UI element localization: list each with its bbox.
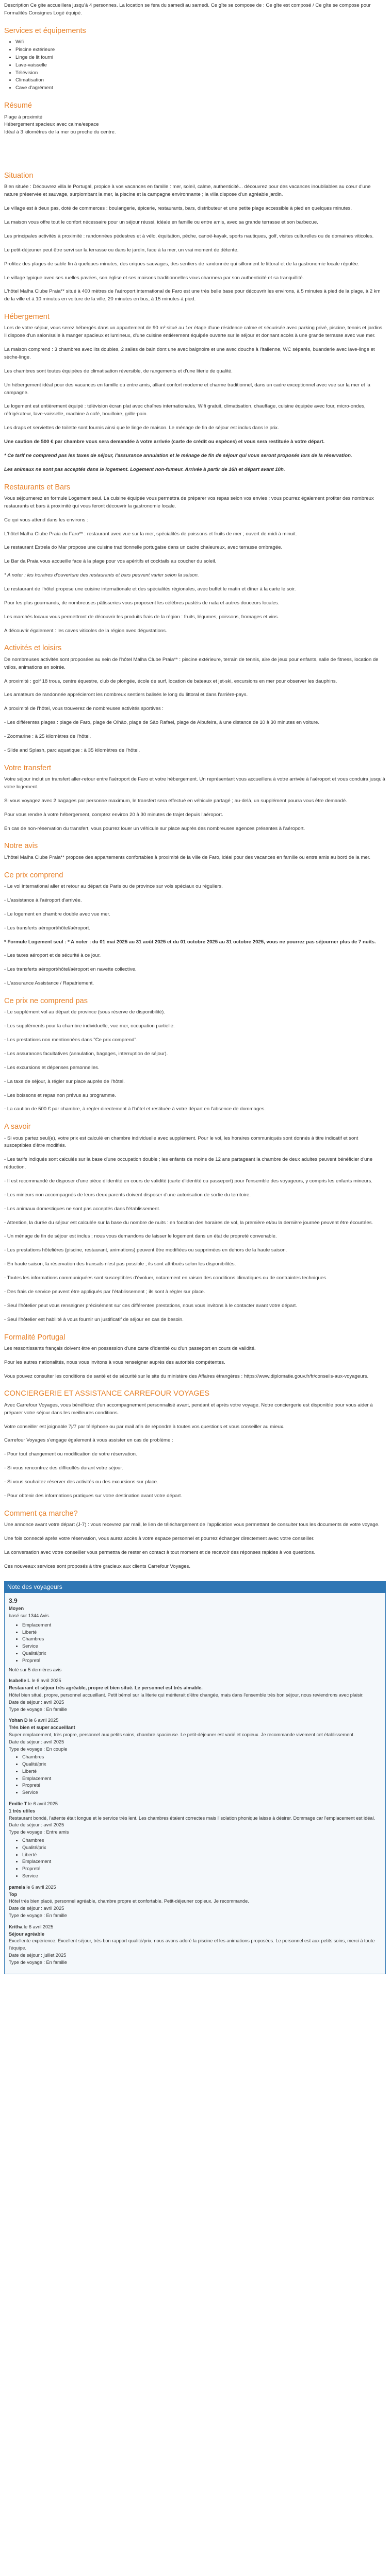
review-item bbox=[9, 1677, 381, 1713]
list-item: • Lave-vaisselle bbox=[15, 62, 386, 70]
section-title-comment: Comment ça marche? bbox=[4, 1509, 78, 1518]
paragraph: - Seul l'hôtelier est habilité à vous fournir un justificatif de séjour en cas de besoin. bbox=[4, 1316, 184, 1323]
paragraph: Le restaurant Estrela do Mar propose une cuisine traditionnelle portugaise dans un cadre chaleureux, avec terrasse ombragée. bbox=[4, 545, 283, 551]
list-item: • Qualité/prix bbox=[22, 1844, 381, 1852]
rating-based-on: Noté sur 5 dernières avis bbox=[9, 1667, 62, 1672]
paragraph: - Si vous souhaitez réserver des activités ou des excursions sur place. bbox=[4, 1479, 158, 1485]
review-when: le 6 avril 2025 bbox=[26, 1884, 56, 1890]
paragraph: - Si vous partez seul(e), votre prix est calculé en chambre individuelle avec supplément. Pour le vol, les horaires communiqués sont donnés à titre indicatif et sont susceptibles d'être modifiés. bbox=[4, 1135, 359, 1149]
list-item: • Chambres bbox=[22, 1754, 381, 1761]
paragraph: Une annonce avant votre départ (J-7) : vous recevrez par mail, le lien de téléchargement de l'application vous permettant de consulter tous les documents de votre voyage. bbox=[4, 1522, 380, 1528]
review-when: le 6 avril 2025 bbox=[28, 1801, 58, 1807]
paragraph: - Les animaux domestiques ne sont pas acceptés dans l'établissement. bbox=[4, 1206, 160, 1212]
review-item bbox=[9, 1924, 381, 1967]
resume-line: Plage à proximité bbox=[4, 114, 43, 120]
paragraph: - Les assurances facultatives (annulation, bagages, interruption de séjour). bbox=[4, 1050, 168, 1057]
paragraph: Le petit-déjeuner peut être servi sur la terrasse ou dans le jardin, face à la mer, un vrai moment de détente. bbox=[4, 247, 239, 253]
list-item: • Liberté bbox=[22, 1852, 381, 1859]
paragraph: - Seul l'hôtelier peut vous renseigner précisément sur ces différentes prestations, nous vous invitons à le contacter avant votre départ. bbox=[4, 1302, 297, 1309]
paragraph: Bien située : Découvrez villa le Portugal, propice à vos vacances en famille : mer, soleil, calme, authenticité... découvrez pour des vacances inoubliables au cœur d'une nature préservée et sauvage, surplombant la mer, la piscine et la campagne environnante ; la villa dispose d'un agréable jardin. bbox=[4, 184, 371, 198]
paragraph: A proximité : golf 18 trous, centre équestre, club de plongée, école de surf, location de bateaux et jet-ski, excursions en mer pour observer les dauphins. bbox=[4, 678, 337, 684]
section-title-nonprix: Ce prix ne comprend pas bbox=[4, 996, 88, 1005]
review-author: Isabelle L bbox=[9, 1678, 30, 1684]
criteria-list bbox=[9, 1837, 381, 1880]
review-date: Date de séjour : avril 2025 bbox=[9, 1739, 64, 1744]
paragraph: - L'assistance à l'aéroport d'arrivée. bbox=[4, 897, 82, 903]
review-date: Date de séjour : avril 2025 bbox=[9, 1699, 64, 1705]
review-type: Type de voyage : En famille bbox=[9, 1959, 67, 1965]
paragraph: - En haute saison, la réservation des transats n'est pas possible ; ils sont attribués selon les disponibilités. bbox=[4, 1261, 236, 1267]
review-item bbox=[9, 1717, 381, 1797]
review-type: Type de voyage : En couple bbox=[9, 1746, 68, 1752]
paragraph: Le restaurant de l'hôtel propose une cuisine internationale et des spécialités régionales, avec buffet le matin et dîner à la carte le soir. bbox=[4, 586, 296, 592]
rating-score: 3.9 bbox=[9, 1597, 18, 1605]
paragraph: - Le logement en chambre double avec vue mer. bbox=[4, 911, 110, 917]
list-item: • Climatisation bbox=[15, 77, 386, 84]
list-item: • Service bbox=[22, 1873, 381, 1880]
list-item: • Propreté bbox=[22, 1782, 381, 1789]
paragraph: Avec Carrefour Voyages, vous bénéficiez d'un accompagnement personnalisé avant, pendant et après votre voyage. Notre conciergerie est disponible pour vous aider à préparer votre séjour dans les meilleures conditions. bbox=[4, 1402, 373, 1416]
paragraph: - Les excursions et dépenses personnelles. bbox=[4, 1064, 100, 1071]
list-item: • Propreté bbox=[22, 1657, 381, 1665]
review-type: Type de voyage : En famille bbox=[9, 1706, 67, 1712]
review-when: le 6 avril 2025 bbox=[24, 1924, 54, 1929]
list-item: • Linge de lit fourni bbox=[15, 54, 386, 62]
paragraph: En cas de non-réservation du transfert, vous pourrez louer un véhicule sur place auprès des nombreuses agences présentes à l'aéroport. bbox=[4, 825, 305, 832]
review-author: Emilie T bbox=[9, 1801, 27, 1807]
list-item: • Emplacement bbox=[22, 1775, 381, 1783]
paragraph: * A noter : les horaires d'ouverture des restaurants et bars peuvent varier selon la saison. bbox=[4, 572, 199, 579]
paragraph: Votre séjour inclut un transfert aller-retour entre l'aéroport de Faro et votre hébergement. Un représentant vous accueillera à votre arrivée à l'aéroport et vous conduira jusqu'à votre logement. bbox=[4, 776, 385, 790]
list-item: • Qualité/prix bbox=[22, 1761, 381, 1768]
section-title-resume: Résumé bbox=[4, 101, 32, 110]
list-item: • Emplacement bbox=[22, 1622, 381, 1629]
paragraph: A proximité de l'hôtel, vous trouverez de nombreuses activités sportives : bbox=[4, 706, 164, 712]
list-item: • Service bbox=[22, 1643, 381, 1650]
rating-basis: basé sur 1344 Avis. bbox=[9, 1613, 51, 1618]
review-title: Top bbox=[9, 1891, 18, 1897]
review-author: pamela bbox=[9, 1884, 25, 1890]
paragraph: Un hébergement idéal pour des vacances en famille ou entre amis, alliant confort moderne et charme traditionnel, dans un cadre exceptionnel avec vue sur la mer et la campagne. bbox=[4, 382, 370, 396]
paragraph: Lors de votre séjour, vous serez hébergés dans un appartement de 90 m² situé au 1er étage d'une résidence calme et sécurisée avec parking privé, piscine, tennis et jardins. Il dispose d'un salon/salle à manger spacieux et lumineux, d'une cuisine entièrement équipée ouverte sur le séjour et donnant accès à une grande terrasse avec vue mer. bbox=[4, 325, 384, 339]
paragraph: - Les taxes aéroport et de sécurité à ce jour. bbox=[4, 953, 101, 959]
review-author: Yohan D bbox=[9, 1718, 28, 1723]
resume-line: Hébergement spacieux avec calme/espace bbox=[4, 122, 99, 128]
paragraph: - Des frais de service peuvent être appliqués par l'établissement ; ils sont à régler sur place. bbox=[4, 1289, 205, 1295]
list-item: • Wifi bbox=[15, 39, 386, 46]
paragraph: Ce qui vous attend dans les environs : bbox=[4, 517, 88, 523]
resume-text bbox=[4, 114, 386, 137]
paragraph: Les draps et serviettes de toilette sont fournis ainsi que le linge de maison. Le ménage de fin de séjour est inclus dans le prix. bbox=[4, 425, 279, 431]
section-title-activites: Activités et loisirs bbox=[4, 644, 62, 653]
paragraph: Le Bar da Praia vous accueille face à la plage pour vos apéritifs et cocktails au coucher du soleil. bbox=[4, 558, 217, 565]
paragraph: L'hôtel Malha Clube Praia** situé à 400 mètres de l'aéroport international de Faro est une très belle base pour découvrir les environs, à 5 minutes à pied de la plage, à 2 km de la ville et à 10 minutes en voiture de la ville, 20 minutes en bus, à 15 minutes à pied. bbox=[4, 289, 381, 302]
paragraph: Les ressortissants français doivent être en possession d'une carte d'identité ou d'un passeport en cours de validité. bbox=[4, 1345, 256, 1351]
criteria-list bbox=[9, 1754, 381, 1797]
review-author: Kritha bbox=[9, 1924, 23, 1929]
paragraph: Pour les autres nationalités, nous vous invitons à vous renseigner auprès des autorités compétentes. bbox=[4, 1359, 225, 1365]
review-title: 1 très utiles bbox=[9, 1808, 36, 1814]
paragraph: La maison vous offre tout le confort nécessaire pour un séjour réussi, idéale en famille ou entre amis, avec sa grande terrasse et son barbecue. bbox=[4, 219, 318, 226]
paragraph: Pour les plus gourmands, de nombreuses pâtisseries vous proposent les célèbres pastéis de nata et autres douceurs locales. bbox=[4, 600, 280, 606]
criteria-list bbox=[9, 1622, 381, 1665]
paragraph: - Le supplément vol au départ de province (sous réserve de disponibilité). bbox=[4, 1009, 165, 1015]
review-title: Séjour agréable bbox=[9, 1931, 44, 1937]
list-item: • Service bbox=[22, 1789, 381, 1797]
paragraph: - Les différentes plages : plage de Faro, plage de Olhão, plage de São Rafael, plage de Albufeira, à une distance de 10 à 30 minutes en voiture. bbox=[4, 720, 320, 726]
paragraph: Les marchés locaux vous permettront de découvrir les produits frais de la région : fruits, légumes, poissons, fromages et vins. bbox=[4, 614, 279, 620]
section-title-restaurants: Restaurants et Bars bbox=[4, 483, 71, 492]
paragraph: Le village est à deux pas, doté de commerces : boulangerie, épicerie, restaurants, bars, distributeur et une petite plage accessible à pied en quelques minutes. bbox=[4, 206, 352, 212]
review-body: Super emplacement, très propre, personnel aux petits soins, chambre spacieuse. Le petit-déjeuner est varié et copieux. Je recommande vivement cet établissement. bbox=[9, 1732, 355, 1737]
paragraph: - Les transferts aéroport/hôtel/aéroport en navette collective. bbox=[4, 967, 137, 973]
review-item bbox=[9, 1884, 381, 1920]
list-item: • Liberté bbox=[22, 1629, 381, 1636]
paragraph: - Les suppléments pour la chambre individuelle, vue mer, occupation partielle. bbox=[4, 1023, 175, 1029]
list-item: • Liberté bbox=[22, 1768, 381, 1775]
resume-line: Idéal à 3 kilomètres de la mer ou proche du centre. bbox=[4, 129, 116, 135]
rating-label: Moyen bbox=[9, 1606, 24, 1612]
list-item: • Qualité/prix bbox=[22, 1650, 381, 1657]
paragraph: La conversation avec votre conseiller vous permettra de rester en contact à tout moment et de recevoir des réponses rapides à vos questions. bbox=[4, 1549, 316, 1555]
review-item bbox=[9, 1801, 381, 1880]
paragraph: - Il est recommandé de disposer d'une pièce d'identité en cours de validité (carte d'identité ou passeport) pour l'ensemble des voyageurs, y compris les enfants mineurs. bbox=[4, 1178, 372, 1184]
animals-note: Les animaux ne sont pas acceptés dans le logement. Logement non-fumeur. Arrivée à partir de 16h et départ avant 10h. bbox=[4, 466, 285, 472]
review-type: Type de voyage : Entre amis bbox=[9, 1829, 69, 1835]
review-date: Date de séjour : avril 2025 bbox=[9, 1906, 64, 1911]
review-when: le 6 avril 2025 bbox=[31, 1678, 61, 1684]
paragraph: Votre conseiller est joignable 7j/7 par téléphone ou par mail afin de répondre à toutes vos questions et vous conseiller au mieux. bbox=[4, 1423, 285, 1430]
list-item: • Piscine extérieure bbox=[15, 46, 386, 54]
section-title-services: Services et équipements bbox=[4, 26, 86, 35]
tarif-note: * Ce tarif ne comprend pas les taxes de séjour, l'assurance annulation et le ménage de fin de séjour qui vous seront proposés lors de la réservation. bbox=[4, 452, 352, 459]
paragraph: - Les mineurs non accompagnés de leurs deux parents doivent disposer d'une autorisation de sortie du territoire. bbox=[4, 1192, 251, 1198]
paragraph: Vous séjournerez en formule Logement seul. La cuisine équipée vous permettra de préparer vos repas selon vos envies ; vous pourrez également profiter des nombreux restaurants et bars à proximité qui vous feront découvrir la gastronomie locale. bbox=[4, 496, 374, 509]
paragraph: - Pour obtenir des informations pratiques sur votre destination avant votre départ. bbox=[4, 1493, 183, 1499]
paragraph: - Pour tout changement ou modification de votre réservation. bbox=[4, 1451, 137, 1458]
list-item: • Chambres bbox=[22, 1837, 381, 1844]
services-list bbox=[4, 39, 386, 92]
review-title: Très bien et super accueillant bbox=[9, 1725, 75, 1731]
review-title: Restaurant et séjour très agréable, propre et bien situé. Le personnel est très aimable. bbox=[9, 1685, 203, 1691]
paragraph: - Si vous rencontrez des difficultés durant votre séjour. bbox=[4, 1465, 123, 1471]
paragraph: Si vous voyagez avec 2 bagages par personne maximum, le transfert sera effectué en véhicule partagé ; au-delà, un supplément pourra vous être demandé. bbox=[4, 798, 347, 804]
review-date: Date de séjour : juillet 2025 bbox=[9, 1953, 67, 1958]
section-title-situation: Situation bbox=[4, 172, 34, 180]
paragraph: Carrefour Voyages s'engage également à vous assister en cas de problème : bbox=[4, 1437, 173, 1444]
list-item: • Emplacement bbox=[22, 1858, 381, 1866]
paragraph: - La caution de 500 € par chambre, à régler directement à l'hôtel et restituée à votre départ en l'absence de dommages. bbox=[4, 1106, 266, 1112]
section-title-formalites: Formalité Portugal bbox=[4, 1333, 66, 1342]
intro-text: Description Ce gite accueillera jusqu'à 4 personnes. La location se fera du samedi au samedi. Ce gîte se compose de : Ce gîte est composé / Ce gîte se compose pour Formalités Consignes Logé équipé. bbox=[4, 3, 371, 16]
review-body: Restaurant bondé, l'attente était longue et le service très lent. Les chambres étaient correctes mais l'isolation phonique laisse à désirer. Dommage car l'emplacement est idéal. bbox=[9, 1815, 376, 1821]
caution-note: Une caution de 500 € par chambre vous sera demandée à votre arrivée (carte de crédit ou espèces) et vous sera restituée à votre départ. bbox=[4, 439, 325, 445]
paragraph: Vous pouvez consulter les conditions de santé et de sécurité sur le site du ministère des Affaires étrangères : https://www.diplomatie.gouv.fr/fr/conseils-aux-voyageurs. bbox=[4, 1373, 369, 1379]
list-item: • Cave d'agrément bbox=[15, 84, 386, 92]
paragraph: * Formule Logement seul : * A noter : du 01 mai 2025 au 31 août 2025 et du 01 octobre 2025 au 31 octobre 2025, vous ne pourrez pas séjourner plus de 7 nuits. bbox=[4, 939, 376, 945]
review-body: Hôtel bien situé, propre, personnel accueillant. Petit bémol sur la literie qui mériterait d'être changée, mais dans l'ensemble très bon séjour, nous reviendrons avec plaisir. bbox=[9, 1692, 364, 1698]
paragraph: - L'assurance Assistance / Rapatriement. bbox=[4, 980, 94, 987]
section-title-conciergerie: CONCIERGERIE ET ASSISTANCE CARREFOUR VOYAGES bbox=[4, 1389, 210, 1398]
paragraph: - Slide and Splash, parc aquatique : à 35 kilomètres de l'hôtel. bbox=[4, 747, 140, 753]
paragraph: - Les tarifs indiqués sont calculés sur la base d'une occupation double ; les enfants de moins de 12 ans partageant la chambre de deux adultes peuvent bénéficier d'une réduction. bbox=[4, 1157, 373, 1171]
paragraph: - Zoomarine : à 25 kilomètres de l'hôtel. bbox=[4, 734, 91, 740]
paragraph: - Le vol international aller et retour au départ de Paris ou de province sur vols spéciaux ou réguliers. bbox=[4, 884, 223, 890]
section-title-savoir: A savoir bbox=[4, 1123, 31, 1131]
paragraph: Les amateurs de randonnée apprécieront les nombreux sentiers balisés le long du littoral et dans l'arrière-pays. bbox=[4, 692, 248, 698]
review-body: Hôtel très bien placé, personnel agréable, chambre propre et confortable. Petit-déjeuner copieux. Je recommande. bbox=[9, 1899, 249, 1904]
paragraph: - Les boissons et repas non prévus au programme. bbox=[4, 1092, 117, 1098]
paragraph: - Les transferts aéroport/hôtel/aéroport. bbox=[4, 925, 90, 931]
list-item: • Chambres bbox=[22, 1636, 381, 1643]
section-title-note: Notre avis bbox=[4, 842, 38, 851]
paragraph: - Toutes les informations communiquées sont susceptibles d'évoluer, notamment en raison des conditions climatiques ou de contraintes techniques. bbox=[4, 1275, 328, 1281]
paragraph: Le logement est entièrement équipé : télévision écran plat avec chaînes internationales, Wifi gratuit, climatisation, chauffage, cuisine équipée avec four, micro-ondes, réfrigérateur, lave-vaisselle, machine à café, bouilloire, grille-pain. bbox=[4, 403, 366, 417]
paragraph: A découvrir également : les caves viticoles de la région avec dégustations. bbox=[4, 628, 167, 634]
paragraph: Profitez des plages de sable fin à quelques minutes, des criques sauvages, des sentiers de randonnée qui sillonnent le littoral et de la gastronomie locale réputée. bbox=[4, 261, 360, 267]
review-type: Type de voyage : En famille bbox=[9, 1913, 67, 1919]
review-body: Excellente expérience. Excellent séjour, très bon rapport qualité/prix, nous avons adoré la piscine et les animations proposées. Le personnel est aux petits soins, merci à toute l'équipe. bbox=[9, 1938, 375, 1951]
review-date: Date de séjour : avril 2025 bbox=[9, 1822, 64, 1828]
paragraph: - Attention, la durée du séjour est calculée sur la base du nombre de nuits : en fonction des horaires de vol, la première et/ou la dernière journée peuvent être écourtées. bbox=[4, 1219, 373, 1226]
paragraph: Ces nouveaux services sont proposés à titre gracieux aux clients Carrefour Voyages. bbox=[4, 1563, 191, 1569]
list-item: • Propreté bbox=[22, 1866, 381, 1873]
section-title-prix: Ce prix comprend bbox=[4, 871, 63, 879]
paragraph: De nombreuses activités sont proposées au sein de l'hôtel Malha Clube Praia** : piscine extérieure, terrain de tennis, aire de jeux pour enfants, salle de fitness, location de vélos, animations en soirée. bbox=[4, 656, 379, 670]
list-item: • Télévision bbox=[15, 70, 386, 77]
paragraph: Les chambres sont toutes équipées de climatisation réversible, de rangements et d'une literie de qualité. bbox=[4, 368, 233, 374]
paragraph: - Les prestations non mentionnées dans "Ce prix comprend". bbox=[4, 1037, 138, 1043]
paragraph: Une fois connecté après votre réservation, vous aurez accès à votre espace personnel et pourrez échanger directement avec votre conseiller. bbox=[4, 1535, 315, 1541]
paragraph: - Un ménage de fin de séjour est inclus ; nous vous demandons de laisser le logement dans un état de propreté convenable. bbox=[4, 1233, 277, 1240]
paragraph: L'hôtel Malha Clube Praia** propose des appartements confortables à proximité de la ville de Faro, idéal pour des vacances en famille ou entre amis au bord de la mer. bbox=[4, 854, 371, 860]
paragraph: - La taxe de séjour, à régler sur place auprès de l'hôtel. bbox=[4, 1078, 125, 1084]
paragraph: Pour vous rendre à votre hébergement, comptez environ 20 à 30 minutes de trajet depuis l'aéroport. bbox=[4, 811, 223, 818]
section-title-transfert: Votre transfert bbox=[4, 764, 52, 772]
section-title-hebergement: Hébergement bbox=[4, 313, 50, 321]
paragraph: Le village typique avec ses ruelles pavées, son église et ses maisons traditionnelles vous charmera par son authenticité et sa tranquillité. bbox=[4, 275, 304, 281]
paragraph: - Les prestations hôtelières (piscine, restaurant, animations) peuvent être modifiées ou supprimées en dehors de la haute saison. bbox=[4, 1247, 287, 1253]
paragraph: Les principales activités à proximité : randonnées pédestres et à vélo, équitation, pêche, canoë-kayak, sports nautiques, golf, visites culturelles ou de domaines viticoles. bbox=[4, 233, 374, 239]
review-when: le 6 avril 2025 bbox=[29, 1718, 59, 1723]
reviews-header: Note des voyageurs bbox=[4, 1581, 386, 1593]
paragraph: L'hôtel Malha Clube Praia du Faro** : restaurant avec vue sur la mer, spécialités de poissons et fruits de mer ; ouvert de midi à minuit. bbox=[4, 531, 297, 537]
paragraph: La maison comprend : 3 chambres avec lits doubles, 2 salles de bain dont une avec baignoire et une avec douche à l'italienne, WC séparés, buanderie avec lave-linge et sèche-linge. bbox=[4, 347, 375, 361]
reviews-box bbox=[4, 1592, 386, 1974]
